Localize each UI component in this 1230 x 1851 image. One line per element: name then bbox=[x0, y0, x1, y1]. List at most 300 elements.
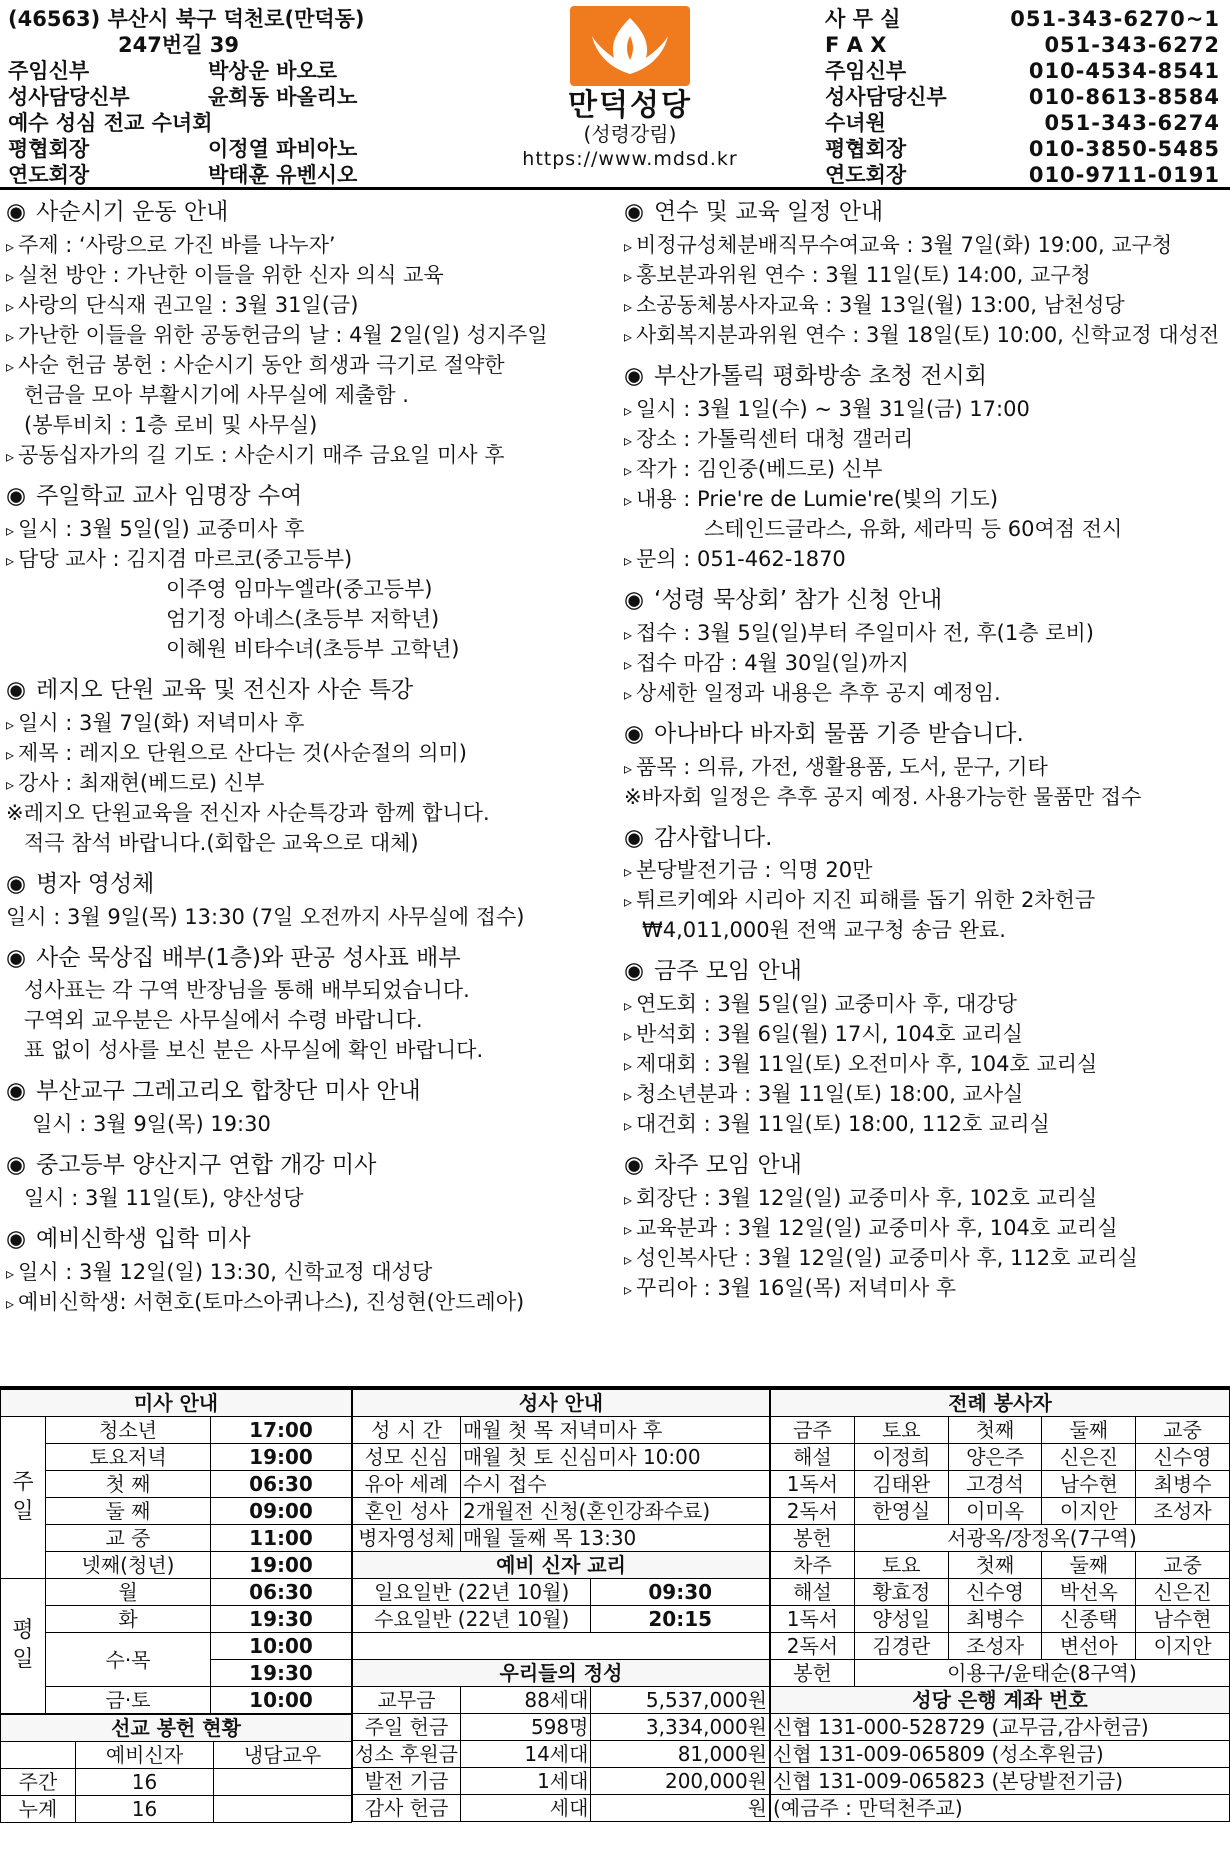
circle-dot-icon: ◉ bbox=[6, 199, 27, 225]
staff-role: 성사담당신부 bbox=[8, 85, 130, 109]
notice-line: ▹ 일시 : 3월 5일(일) 교중미사 후 bbox=[6, 514, 618, 544]
notice-section bbox=[6, 944, 618, 1066]
liturgy-cell: 이지안 bbox=[1042, 1498, 1136, 1525]
bank-account: 신협 131-009-065809 (성소후원금) bbox=[771, 1741, 1230, 1768]
offering-header-row bbox=[353, 1660, 770, 1687]
notice-line: ▹ 성인복사단 : 3월 12일(일) 교중미사 후, 112호 교리실 bbox=[624, 1243, 1228, 1273]
mass-time: 10:00 bbox=[211, 1687, 352, 1714]
notice-line: ▹ 장소 : 가톨릭센터 대청 갤러리 bbox=[624, 424, 1228, 454]
liturgy-cell: 남수현 bbox=[1042, 1471, 1136, 1498]
notice-line: ▹ 실천 방안 : 가난한 이들을 위한 신자 의식 교육 bbox=[6, 260, 618, 290]
mass-day: 수·목 bbox=[46, 1633, 211, 1687]
notice-section bbox=[624, 586, 1228, 708]
notice-line: ▹ 교육분과 : 3월 12일(일) 교중미사 후, 104호 교리실 bbox=[624, 1213, 1228, 1243]
staff-name: 이정열 파비아노 bbox=[208, 137, 358, 161]
mass-time: 19:00 bbox=[211, 1444, 352, 1471]
offering-count: 1세대 bbox=[460, 1768, 590, 1795]
section-title-text: 금주 모임 안내 bbox=[654, 958, 802, 985]
section-title bbox=[624, 198, 1228, 228]
notice-section bbox=[6, 1151, 618, 1213]
section-title bbox=[624, 586, 1228, 616]
section-title-text: 연수 및 교육 일정 안내 bbox=[654, 199, 884, 225]
circle-dot-icon: ◉ bbox=[624, 1152, 645, 1179]
liturgy-servers bbox=[770, 1389, 1230, 1822]
notice-section bbox=[6, 1077, 618, 1139]
section-title bbox=[6, 676, 618, 706]
liturgy-cell: 2독서 bbox=[771, 1498, 855, 1525]
notice-line: ▹ 예비신학생: 서현호(토마스아퀴나스), 진성현(안드레아) bbox=[6, 1287, 618, 1317]
liturgy-cell: 1독서 bbox=[771, 1606, 855, 1633]
notice-line: ▹ 내용 : Prie're de Lumie're(빛의 기도) bbox=[624, 484, 1228, 514]
circle-dot-icon: ◉ bbox=[624, 586, 645, 613]
notice-line: ▹ 접수 마감 : 4월 30일(일)까지 bbox=[624, 648, 1228, 678]
liturgy-cell: 조성자 bbox=[948, 1633, 1042, 1660]
sunday-label: 주 일 bbox=[1, 1417, 46, 1579]
catechism-row bbox=[353, 1579, 770, 1606]
notice-section bbox=[624, 198, 1228, 350]
section-title-text: 중고등부 양산지구 연합 개강 미사 bbox=[36, 1152, 377, 1179]
mass-row bbox=[1, 1417, 352, 1444]
notice-line: ▹ 본당발전기금 : 익명 20만 bbox=[624, 855, 1228, 885]
catechism-time: 09:30 bbox=[591, 1579, 770, 1606]
notice-section bbox=[624, 362, 1228, 574]
liturgy-cell: 황효정 bbox=[854, 1579, 948, 1606]
weekday-label: 평 일 bbox=[1, 1579, 46, 1714]
contact-phone: 010-3850-5485 bbox=[1028, 137, 1220, 161]
notice-line: ▹ 일시 : 3월 12일(일) 13:30, 신학교정 대성당 bbox=[6, 1257, 618, 1287]
parish-url[interactable]: https://www.mdsd.kr bbox=[522, 148, 738, 170]
section-title-text: 주일학교 교사 임명장 수여 bbox=[36, 482, 303, 509]
bank-header-row bbox=[771, 1687, 1230, 1714]
mass-header-row bbox=[1, 1390, 352, 1417]
notice-section bbox=[624, 957, 1228, 1139]
circle-dot-icon: ◉ bbox=[6, 1078, 27, 1105]
liturgy-flower-label: 봉헌 bbox=[771, 1525, 855, 1552]
parish-info bbox=[8, 6, 518, 188]
section-title bbox=[624, 957, 1228, 987]
section-title bbox=[6, 198, 618, 228]
contact-row bbox=[825, 32, 1225, 58]
section-title-text: 아나바다 바자회 물품 기증 받습니다. bbox=[654, 720, 1024, 747]
section-title bbox=[6, 870, 618, 900]
sacrament-value: 매월 둘째 목 13:30 bbox=[460, 1525, 769, 1552]
notice-line: ▹ 문의 : 051-462-1870 bbox=[624, 544, 1228, 574]
liturgy-row bbox=[771, 1498, 1230, 1525]
notice-line: 구역외 교우분은 사무실에서 수령 바랍니다. bbox=[24, 1008, 423, 1033]
liturgy-cell: 신종택 bbox=[1042, 1606, 1136, 1633]
section-title-text: 사순시기 운동 안내 bbox=[36, 199, 229, 225]
staff-name: 박태훈 유벤시오 bbox=[208, 163, 358, 187]
offering-count: 88세대 bbox=[460, 1687, 590, 1714]
section-title bbox=[6, 482, 618, 512]
liturgy-cell: 김태완 bbox=[854, 1471, 948, 1498]
liturgy-title: 전례 봉사자 bbox=[771, 1390, 1230, 1417]
liturgy-cell: 변선아 bbox=[1042, 1633, 1136, 1660]
notice-line: ▹ 사랑의 단식재 권고일 : 3월 31일(금) bbox=[6, 290, 618, 320]
notice-line: ▹ 일시 : 3월 7일(화) 저녁미사 후 bbox=[6, 708, 618, 738]
mission-col-row bbox=[1, 1742, 352, 1769]
parish-subtitle: (성령강림) bbox=[583, 122, 677, 146]
notice-line: 스테인드글라스, 유화, 세라믹 등 60여점 전시 bbox=[704, 516, 1123, 541]
offering-title: 우리들의 정성 bbox=[353, 1660, 770, 1687]
mission-cell: 누계 bbox=[1, 1796, 76, 1823]
sacrament-row bbox=[353, 1444, 770, 1471]
section-title-text: 병자 영성체 bbox=[36, 870, 155, 897]
sacrament-row bbox=[353, 1471, 770, 1498]
mass-time: 06:30 bbox=[211, 1471, 352, 1498]
liturgy-head-cell: 교중 bbox=[1136, 1417, 1230, 1444]
notice-section bbox=[6, 870, 618, 932]
liturgy-cell: 해설 bbox=[771, 1444, 855, 1471]
bank-account: (예금주 : 만덕천주교) bbox=[771, 1795, 1230, 1822]
bank-account: 신협 131-000-528729 (교무금,감사헌금) bbox=[771, 1714, 1230, 1741]
mass-row bbox=[1, 1687, 352, 1714]
liturgy-row bbox=[771, 1606, 1230, 1633]
liturgy-cell: 양은주 bbox=[948, 1444, 1042, 1471]
liturgy-cell: 김경란 bbox=[854, 1633, 948, 1660]
contact-label: 연도회장 bbox=[825, 163, 907, 187]
liturgy-flower-row bbox=[771, 1660, 1230, 1687]
right-column bbox=[624, 198, 1228, 1315]
notice-line: 이혜원 비타수녀(초등부 고학년) bbox=[166, 636, 460, 661]
offering-amount: 200,000원 bbox=[591, 1768, 770, 1795]
offering-row bbox=[353, 1768, 770, 1795]
circle-dot-icon: ◉ bbox=[6, 870, 27, 897]
staff-role: 연도회장 bbox=[8, 163, 90, 187]
bottom-tables bbox=[0, 1386, 1230, 1851]
parish-name: 만덕성당 bbox=[568, 88, 692, 123]
catechism-title: 예비 신자 교리 bbox=[353, 1552, 770, 1579]
offering-row bbox=[353, 1741, 770, 1768]
staff-row bbox=[8, 162, 518, 188]
contact-row bbox=[825, 58, 1225, 84]
liturgy-cell: 이정희 bbox=[854, 1444, 948, 1471]
notice-line: ※레지오 단원교육을 전신자 사순특강과 함께 합니다. bbox=[6, 800, 490, 825]
notice-line: ▹ 회장단 : 3월 12일(일) 교중미사 후, 102호 교리실 bbox=[624, 1183, 1228, 1213]
contact-phone: 051-343-6272 bbox=[1044, 33, 1220, 57]
offering-type: 성소 후원금 bbox=[353, 1741, 461, 1768]
mass-row bbox=[1, 1579, 352, 1606]
catechism-class: 일요일반 (22년 10월) bbox=[353, 1579, 591, 1606]
contact-row bbox=[825, 6, 1225, 32]
notice-section bbox=[6, 676, 618, 858]
section-title-text: 부산교구 그레고리오 합창단 미사 안내 bbox=[36, 1078, 421, 1105]
section-title-text: 감사합니다. bbox=[654, 824, 773, 851]
offering-type: 교무금 bbox=[353, 1687, 461, 1714]
liturgy-head-cell: 차주 bbox=[771, 1552, 855, 1579]
contact-row bbox=[825, 136, 1225, 162]
liturgy-cell: 이지안 bbox=[1136, 1633, 1230, 1660]
liturgy-cell: 해설 bbox=[771, 1579, 855, 1606]
offering-amount: 원 bbox=[591, 1795, 770, 1822]
mass-row bbox=[1, 1606, 352, 1633]
contact-label: 수녀원 bbox=[825, 111, 886, 135]
contact-row bbox=[825, 110, 1225, 136]
mass-time: 19:00 bbox=[211, 1552, 352, 1579]
offering-amount: 81,000원 bbox=[591, 1741, 770, 1768]
contact-phone: 051-343-6270~1 bbox=[1010, 7, 1220, 31]
section-title bbox=[6, 1077, 618, 1107]
notice-section bbox=[6, 1225, 618, 1317]
liturgy-row bbox=[771, 1444, 1230, 1471]
offering-amount: 3,334,000원 bbox=[591, 1714, 770, 1741]
mass-day: 교 중 bbox=[46, 1525, 211, 1552]
notice-section bbox=[6, 198, 618, 470]
notice-line: ▹ 홍보분과위원 연수 : 3월 11일(토) 14:00, 교구청 bbox=[624, 260, 1228, 290]
mass-day: 넷째(청년) bbox=[46, 1552, 211, 1579]
notice-line: ▹ 품목 : 의류, 가전, 생활용품, 도서, 문구, 기타 bbox=[624, 752, 1228, 782]
notice-line: ▹ 대건회 : 3월 11일(토) 18:00, 112호 교리실 bbox=[624, 1109, 1228, 1139]
notice-line: ▹ 제대회 : 3월 11일(토) 오전미사 후, 104호 교리실 bbox=[624, 1049, 1228, 1079]
mass-schedule bbox=[0, 1389, 352, 1823]
mission-cell: 주간 bbox=[1, 1769, 76, 1796]
mass-row bbox=[1, 1525, 352, 1552]
liturgy-cell: 최병수 bbox=[1136, 1471, 1230, 1498]
contact-label: 사 무 실 bbox=[825, 7, 901, 31]
section-title bbox=[6, 1151, 618, 1181]
sacrament-label: 성모 신심 bbox=[353, 1444, 461, 1471]
notice-line: 표 없이 성사를 보신 분은 사무실에 확인 바랍니다. bbox=[24, 1038, 484, 1063]
mass-day: 월 bbox=[46, 1579, 211, 1606]
liturgy-head-cell: 둘째 bbox=[1042, 1552, 1136, 1579]
bulletin-header bbox=[0, 0, 1230, 190]
notice-line: ▹ 사회복지분과위원 연수 : 3월 18일(토) 10:00, 신학교정 대성전 bbox=[624, 320, 1228, 350]
section-title bbox=[624, 362, 1228, 392]
section-title-text: 사순 묵상집 배부(1층)와 판공 성사표 배부 bbox=[36, 944, 461, 971]
liturgy-header-row bbox=[771, 1390, 1230, 1417]
mass-row bbox=[1, 1498, 352, 1525]
liturgy-cell: 남수현 bbox=[1136, 1606, 1230, 1633]
catechism-header-row bbox=[353, 1552, 770, 1579]
sacrament-row bbox=[353, 1417, 770, 1444]
sacrament-row bbox=[353, 1498, 770, 1525]
bank-row bbox=[771, 1741, 1230, 1768]
liturgy-flower-label: 봉헌 bbox=[771, 1660, 855, 1687]
sacrament-title: 성사 안내 bbox=[353, 1390, 770, 1417]
contact-row bbox=[825, 162, 1225, 188]
circle-dot-icon: ◉ bbox=[624, 720, 645, 747]
sacrament-value: 매월 첫 목 저녁미사 후 bbox=[460, 1417, 769, 1444]
notice-line: 일시 : 3월 9일(목) 19:30 bbox=[32, 1112, 271, 1137]
bank-title: 성당 은행 계좌 번호 bbox=[771, 1687, 1230, 1714]
circle-dot-icon: ◉ bbox=[6, 482, 27, 509]
mass-day: 화 bbox=[46, 1606, 211, 1633]
notice-line: ▹ 튀르키예와 시리아 지진 피해를 돕기 위한 2차헌금 bbox=[624, 885, 1228, 915]
staff-row bbox=[8, 110, 518, 136]
notice-line: ▹ 강사 : 최재현(베드로) 신부 bbox=[6, 768, 618, 798]
contact-list bbox=[825, 6, 1225, 188]
mass-row bbox=[1, 1444, 352, 1471]
circle-dot-icon: ◉ bbox=[624, 362, 645, 389]
mass-time: 11:00 bbox=[211, 1525, 352, 1552]
catechism-row bbox=[353, 1606, 770, 1633]
sacrament-value: 2개월전 신청(혼인강좌수료) bbox=[460, 1498, 769, 1525]
contact-phone: 010-8613-8584 bbox=[1028, 85, 1220, 109]
address-line-1: (46563) 부산시 북구 덕천로(만덕동) bbox=[8, 7, 365, 31]
notice-line: 성사표는 각 구역 반장님을 통해 배부되었습니다. bbox=[24, 978, 470, 1003]
catechism-class: 수요일반 (22년 10월) bbox=[353, 1606, 591, 1633]
liturgy-head-cell: 금주 bbox=[771, 1417, 855, 1444]
offering-count: 14세대 bbox=[460, 1741, 590, 1768]
notice-line: ▹ 접수 : 3월 5일(일)부터 주일미사 전, 후(1층 로비) bbox=[624, 618, 1228, 648]
liturgy-head-cell: 토요 bbox=[854, 1417, 948, 1444]
circle-dot-icon: ◉ bbox=[6, 676, 27, 703]
circle-dot-icon: ◉ bbox=[624, 199, 645, 225]
sacrament-label: 혼인 성사 bbox=[353, 1498, 461, 1525]
mission-blank bbox=[1, 1742, 76, 1769]
liturgy-flower-row bbox=[771, 1525, 1230, 1552]
mass-time: 06:30 bbox=[211, 1579, 352, 1606]
contact-label: F A X bbox=[825, 33, 887, 57]
section-title bbox=[6, 1225, 618, 1255]
liturgy-cell: 신은진 bbox=[1136, 1579, 1230, 1606]
notice-line: ▹ 주제 : ‘사랑으로 가진 바를 나누자’ bbox=[6, 230, 618, 260]
contact-row bbox=[825, 84, 1225, 110]
contact-phone: 010-9711-0191 bbox=[1028, 163, 1220, 187]
catechism-blank-row bbox=[353, 1633, 770, 1660]
section-title-text: 차주 모임 안내 bbox=[654, 1152, 802, 1179]
mass-time: 09:00 bbox=[211, 1498, 352, 1525]
notice-line: 일시 : 3월 11일(토), 양산성당 bbox=[24, 1186, 304, 1211]
liturgy-cell: 1독서 bbox=[771, 1471, 855, 1498]
staff-role: 예수 성심 전교 수녀회 bbox=[8, 111, 213, 135]
offering-row bbox=[353, 1795, 770, 1822]
liturgy-cell: 2독서 bbox=[771, 1633, 855, 1660]
dove-flame-logo-icon bbox=[570, 6, 690, 86]
liturgy-head-cell: 둘째 bbox=[1042, 1417, 1136, 1444]
section-title-text: 부산가톨릭 평화방송 초청 전시회 bbox=[654, 362, 987, 389]
parish-logo bbox=[480, 6, 780, 172]
liturgy-head-cell: 첫째 bbox=[948, 1417, 1042, 1444]
notice-line: ▹ 작가 : 김인중(베드로) 신부 bbox=[624, 454, 1228, 484]
liturgy-flower-value: 서광옥/장정옥(7구역) bbox=[854, 1525, 1229, 1552]
circle-dot-icon: ◉ bbox=[6, 1226, 27, 1253]
mass-time: 19:30 bbox=[211, 1660, 352, 1687]
mass-day: 첫 째 bbox=[46, 1471, 211, 1498]
circle-dot-icon: ◉ bbox=[624, 958, 645, 985]
notice-line: ▹ 꾸리아 : 3월 16일(목) 저녁미사 후 bbox=[624, 1273, 1228, 1303]
mass-time: 17:00 bbox=[211, 1417, 352, 1444]
staff-role: 주임신부 bbox=[8, 59, 90, 83]
notice-line: 헌금을 모아 부활시기에 사무실에 제출함 . bbox=[24, 382, 409, 407]
mass-time: 10:00 bbox=[211, 1633, 352, 1660]
offering-row bbox=[353, 1687, 770, 1714]
liturgy-head-cell: 교중 bbox=[1136, 1552, 1230, 1579]
liturgy-head-cell: 토요 bbox=[854, 1552, 948, 1579]
mass-row bbox=[1, 1633, 352, 1660]
contact-phone: 051-343-6274 bbox=[1044, 111, 1220, 135]
liturgy-cell: 신수영 bbox=[948, 1579, 1042, 1606]
staff-row bbox=[8, 84, 518, 110]
liturgy-cell: 고경석 bbox=[948, 1471, 1042, 1498]
catechism-time: 20:15 bbox=[591, 1606, 770, 1633]
staff-row bbox=[8, 136, 518, 162]
notice-line: 적극 참석 바랍니다.(회합은 교육으로 대체) bbox=[24, 830, 419, 855]
sacrament-info bbox=[352, 1389, 770, 1822]
mission-cell bbox=[214, 1769, 352, 1796]
notice-line: ▹ 사순 헌금 봉헌 : 사순시기 동안 희생과 극기로 절약한 bbox=[6, 350, 618, 380]
offering-amount: 5,537,000원 bbox=[591, 1687, 770, 1714]
staff-name: 박상운 바오로 bbox=[208, 59, 338, 83]
left-column bbox=[6, 198, 618, 1329]
notice-line: ▹ 담당 교사 : 김지겸 마르코(중고등부) bbox=[6, 544, 618, 574]
notice-line: 이주영 임마누엘라(중고등부) bbox=[166, 576, 433, 601]
staff-name: 윤희동 바올리노 bbox=[208, 85, 358, 109]
section-title bbox=[624, 824, 1228, 854]
liturgy-cell: 조성자 bbox=[1136, 1498, 1230, 1525]
notice-line: ₩4,011,000원 전액 교구청 송금 완료. bbox=[642, 918, 1006, 943]
this-week-head-row bbox=[771, 1417, 1230, 1444]
mission-header-row bbox=[1, 1715, 352, 1742]
notice-line: ▹ 청소년분과 : 3월 11일(토) 18:00, 교사실 bbox=[624, 1079, 1228, 1109]
mission-title: 선교 봉헌 현황 bbox=[1, 1715, 352, 1742]
notice-line: 엄기정 아녜스(초등부 저학년) bbox=[166, 606, 440, 631]
notice-line: ▹ 비정규성체분배직무수여교육 : 3월 7일(화) 19:00, 교구청 bbox=[624, 230, 1228, 260]
liturgy-flower-value: 이용구/윤태순(8구역) bbox=[854, 1660, 1229, 1687]
offering-type: 감사 헌금 bbox=[353, 1795, 461, 1822]
mission-cell bbox=[214, 1796, 352, 1823]
mission-col-label: 예비신자 bbox=[76, 1742, 214, 1769]
mass-day: 둘 째 bbox=[46, 1498, 211, 1525]
contact-label: 주임신부 bbox=[825, 59, 907, 83]
mass-day: 청소년 bbox=[46, 1417, 211, 1444]
offering-type: 주일 헌금 bbox=[353, 1714, 461, 1741]
contact-phone: 010-4534-8541 bbox=[1028, 59, 1220, 83]
circle-dot-icon: ◉ bbox=[624, 824, 645, 851]
section-title-text: 레지오 단원 교육 및 전신자 사순 특강 bbox=[36, 676, 414, 703]
sacrament-label: 병자영성체 bbox=[353, 1525, 461, 1552]
liturgy-cell: 박선옥 bbox=[1042, 1579, 1136, 1606]
bank-account: 신협 131-009-065823 (본당발전기금) bbox=[771, 1768, 1230, 1795]
liturgy-cell: 신은진 bbox=[1042, 1444, 1136, 1471]
section-title bbox=[624, 720, 1228, 750]
sacrament-header-row bbox=[353, 1390, 770, 1417]
offering-type: 발전 기금 bbox=[353, 1768, 461, 1795]
notice-line: 일시 : 3월 9일(목) 13:30 (7일 오전까지 사무실에 접수) bbox=[6, 904, 525, 929]
staff-role: 평협회장 bbox=[8, 137, 90, 161]
offering-count: 598명 bbox=[460, 1714, 590, 1741]
circle-dot-icon: ◉ bbox=[6, 944, 27, 971]
offering-row bbox=[353, 1714, 770, 1741]
staff-row bbox=[8, 58, 518, 84]
notice-line: ▹ 연도회 : 3월 5일(일) 교중미사 후, 대강당 bbox=[624, 989, 1228, 1019]
address-line-2: 247번길 39 bbox=[118, 33, 239, 57]
offering-count: 세대 bbox=[460, 1795, 590, 1822]
liturgy-row bbox=[771, 1471, 1230, 1498]
section-title-text: ‘성령 묵상회’ 참가 신청 안내 bbox=[654, 586, 943, 613]
circle-dot-icon: ◉ bbox=[6, 1152, 27, 1179]
mass-time: 19:30 bbox=[211, 1606, 352, 1633]
notice-line: ※바자회 일정은 추후 공지 예정. 사용가능한 물품만 접수 bbox=[624, 784, 1142, 809]
mission-cell: 16 bbox=[76, 1769, 214, 1796]
bank-row bbox=[771, 1714, 1230, 1741]
mission-cell: 16 bbox=[76, 1796, 214, 1823]
sacrament-row bbox=[353, 1525, 770, 1552]
sacrament-value: 매월 첫 토 신심미사 10:00 bbox=[460, 1444, 769, 1471]
contact-label: 성사담당신부 bbox=[825, 85, 947, 109]
section-title bbox=[624, 1151, 1228, 1181]
catechism-blank bbox=[353, 1633, 770, 1660]
liturgy-head-cell: 첫째 bbox=[948, 1552, 1042, 1579]
section-title bbox=[6, 944, 618, 974]
liturgy-row bbox=[771, 1579, 1230, 1606]
mass-title: 미사 안내 bbox=[1, 1390, 352, 1417]
liturgy-cell: 이미옥 bbox=[948, 1498, 1042, 1525]
mission-row bbox=[1, 1769, 352, 1796]
notice-section bbox=[624, 720, 1228, 812]
liturgy-cell: 한영실 bbox=[854, 1498, 948, 1525]
notice-line: (봉투비치 : 1층 로비 및 사무실) bbox=[24, 412, 318, 437]
